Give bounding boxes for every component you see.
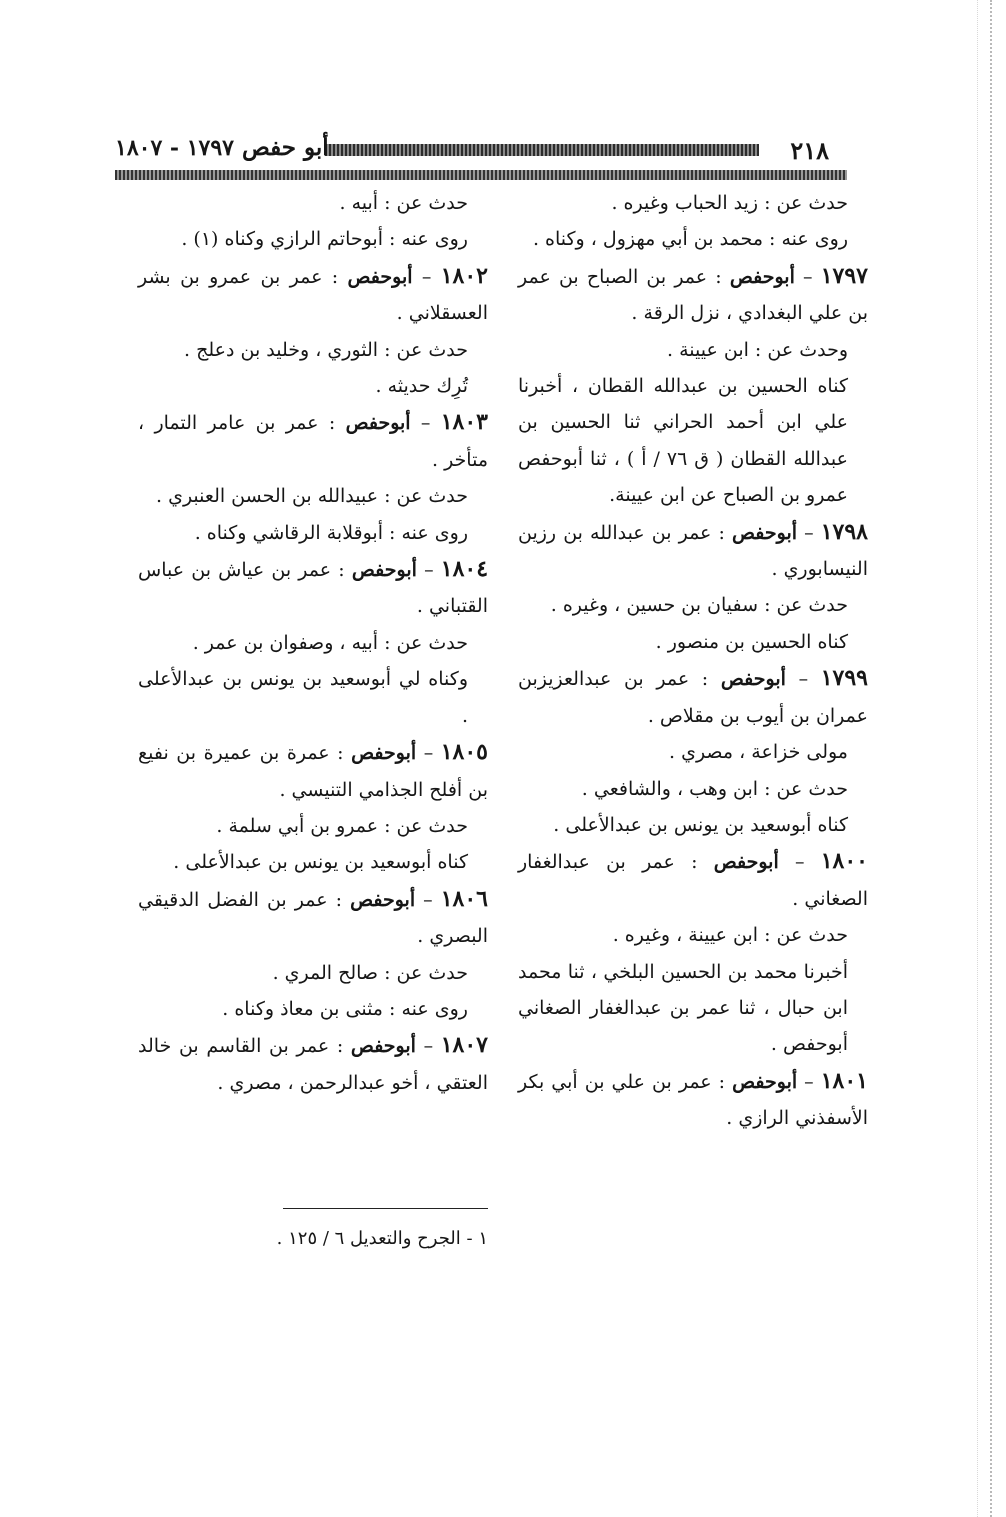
entry-kunya: أبوحفص	[732, 1070, 798, 1093]
entry-text: : عمر بن الصباح بن عمر بن علي البغدادي ، نزل الرقة .	[518, 265, 868, 325]
entry-text: : عمر بن عبدالله بن رزين النيسابوري .	[518, 521, 868, 581]
text-line: حدث عن : عمرو بن أبي سلمة .	[216, 814, 468, 837]
footnote-rule	[283, 1208, 488, 1209]
text-line: روى عنه : مثنى بن معاذ وكناه .	[222, 997, 468, 1020]
left-column	[138, 185, 488, 1101]
text-line: حدث عن : الثوري ، وخليد بن دعلج .	[184, 338, 468, 361]
text-line: كناه الحسين بن منصور .	[655, 630, 848, 653]
entry-kunya: أبوحفص	[345, 412, 411, 435]
entry-text: : عمر بن عمرو بن بشر العسقلاني .	[138, 265, 488, 325]
text-line: وكناه لي أبوسعيد بن يونس بن عبدالأعلى .	[138, 668, 468, 727]
header-band	[325, 144, 759, 156]
entry-number: ١٧٩٩	[820, 665, 868, 692]
text-line: تُرِك حديثه .	[375, 375, 468, 398]
biography-entry: ١٨٠١ – أبوحفص : عمر بن علي بن أبي بكر الأسفذني الرازي .	[518, 1067, 868, 1130]
text-line: مولى خزاعة ، مصري .	[669, 741, 848, 764]
text-line: روى عنه : محمد بن أبي مهزول ، وكناه .	[532, 228, 848, 251]
footnote: ١ - الجرح والتعديل ٦ / ١٢٥ .	[276, 1228, 488, 1249]
entry-kunya: أبوحفص	[350, 1035, 416, 1058]
text-line: كناه أبوسعيد بن يونس بن عبدالأعلى .	[173, 851, 468, 874]
entry-number: ١٨٠٥	[440, 739, 488, 766]
biography-entry: ١٨٠٠ – أبوحفص : عمر بن عبدالغفار الصغاني .	[518, 848, 868, 910]
right-column	[518, 185, 868, 1137]
entry-text: : عمر بن علي بن أبي بكر الأسفذني الرازي .	[518, 1070, 868, 1130]
entry-kunya: أبوحفص	[732, 521, 798, 544]
entry-number: ١٨٠٧	[440, 1032, 488, 1059]
text-line: حدث عن : ابن وهب ، والشافعي .	[581, 777, 848, 800]
text-line: روى عنه : أبوقلابة الرقاشي وكناه .	[194, 521, 468, 544]
biography-entry: ١٧٩٩ – أبوحفص : عمر بن عبدالعزيزبن عمران بن أيوب بن مقلاص .	[518, 665, 868, 727]
entry-kunya: أبوحفص	[351, 742, 417, 765]
text-paragraph: أخبرنا محمد بن الحسين البلخي ، ثنا محمد ابن حبال ، ثنا عمر بن عبدالغفار الصغاني أبوحفص .	[518, 960, 848, 1056]
entry-number: ١٨٠٤	[440, 556, 489, 583]
entry-kunya: أبوحفص	[347, 265, 413, 288]
page-header	[115, 132, 847, 182]
entry-number: ١٧٩٨	[820, 518, 868, 545]
entry-kunya: أبوحفص	[351, 559, 417, 582]
entry-kunya: أبوحفص	[720, 668, 786, 691]
header-rule	[115, 170, 847, 180]
entry-text: : عمر بن عياش بن عباس القتباني .	[138, 559, 488, 618]
topic-name: أبو حفص	[241, 134, 329, 161]
text-line: وحدث عن : ابن عيينة .	[667, 338, 848, 361]
entry-text: : عمر بن عبدالغفار الصغاني .	[518, 851, 868, 910]
entry-kunya: أبوحفص	[729, 265, 795, 288]
text-line: روى عنه : أبوحاتم الرازي وكناه (١) .	[181, 228, 468, 251]
entry-number: ١٨٠٣	[440, 409, 488, 436]
entry-kunya: أبوحفص	[713, 851, 779, 874]
text-line: حدث عن : صالح المري .	[272, 961, 468, 984]
text-line: حدث عن : أبيه .	[339, 192, 468, 214]
entry-number: ١٨٠٦	[440, 885, 488, 912]
entry-number: ١٧٩٧	[820, 262, 868, 289]
text-line: حدث عن : زيد الحباب وغيره .	[611, 192, 848, 214]
biography-entry: ١٨٠٥ – أبوحفص : عمرة بن عميرة بن نفيع بن أفلح الجذامي التنيسي .	[138, 739, 488, 801]
text-line: كناه أبوسعيد بن يونس بن عبدالأعلى .	[553, 813, 848, 836]
text-line: حدث عن : ابن عيينة ، وغيره .	[612, 924, 848, 947]
entry-number: ١٨٠٢	[440, 262, 488, 289]
page-number: ٢١٨	[790, 136, 829, 165]
topic-range: ١٧٩٧ - ١٨٠٧	[115, 135, 234, 161]
biography-entry: ١٨٠٧ – أبوحفص : عمر بن القاسم بن خالد العتقي ، أخو عبدالرحمن ، مصري .	[138, 1032, 488, 1094]
text-line: حدث عن : أبيه ، وصفوان بن عمر .	[192, 631, 468, 654]
biography-entry: ١٨٠٣ – أبوحفص : عمر بن عامر التمار ، متأخر .	[138, 409, 488, 471]
biography-entry: ١٨٠٦ – أبوحفص : عمر بن الفضل الدقيقي البصري .	[138, 885, 488, 948]
biography-entry: ١٨٠٢ – أبوحفص : عمر بن عمرو بن بشر العسقلاني .	[138, 262, 488, 325]
text-paragraph: كناه الحسين بن عبدالله القطان ، أخبرنا علي ابن أحمد الحراني ثنا الحسين بن عبدالله القطان ( ق ٧٦ / أ ) ، ثنا أبوحفص عمرو بن الصباح عن ابن عيينة.	[518, 375, 848, 507]
biography-entry: ١٨٠٤ – أبوحفص : عمر بن عياش بن عباس القتباني .	[138, 556, 489, 618]
page-topic	[115, 134, 329, 161]
entry-text: : عمر بن عبدالعزيزبن عمران بن أيوب بن مقلاص .	[518, 668, 868, 727]
entry-text: : عمرة بن عميرة بن نفيع بن أفلح الجذامي التنيسي .	[138, 742, 488, 801]
text-line: حدث عن : عبيدالله بن الحسن العنبري .	[156, 485, 468, 508]
biography-entry: ١٧٩٨ – أبوحفص : عمر بن عبدالله بن رزين النيسابوري .	[518, 518, 868, 581]
biography-entry: ١٧٩٧ – أبوحفص : عمر بن الصباح بن عمر بن علي البغدادي ، نزل الرقة .	[518, 262, 868, 325]
entry-kunya: أبوحفص	[350, 888, 416, 911]
page-edge-inner	[977, 0, 978, 1517]
text-line: حدث عن : سفيان بن حسين ، وغيره .	[550, 594, 848, 617]
entry-text: : عمر بن الفضل الدقيقي البصري .	[138, 888, 488, 948]
page-edge	[990, 0, 992, 1517]
entry-number: ١٨٠١	[820, 1067, 868, 1094]
entry-text: : عمر بن عامر التمار ، متأخر .	[138, 412, 488, 471]
entry-text: : عمر بن القاسم بن خالد العتقي ، أخو عبدالرحمن ، مصري .	[138, 1035, 488, 1094]
entry-number: ١٨٠٠	[820, 848, 868, 875]
